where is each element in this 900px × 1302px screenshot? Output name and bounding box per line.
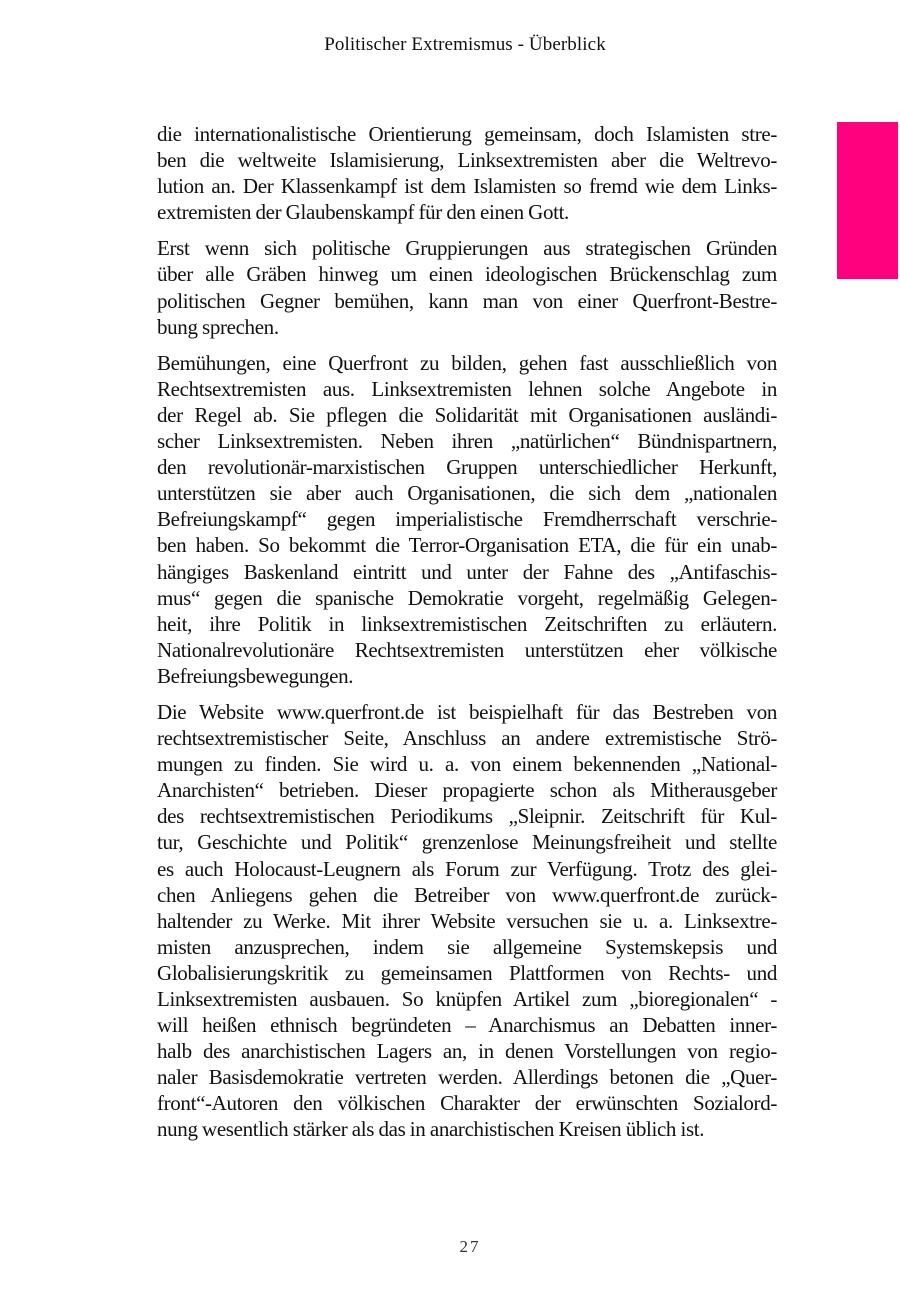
paragraph: [157, 235, 777, 339]
running-header: Politischer Extremismus - Überblick: [324, 34, 606, 55]
text-line: Anarchisten“ betrieben. Dieser propagierte schon als Mitherausgeber: [157, 778, 777, 803]
text-line: Rechtsextremisten aus. Linksextremisten lehnen solche Angebote in: [157, 376, 777, 401]
text-line: heit, ihre Politik in linksextremistischen Zeitschriften zu erläutern.: [157, 611, 777, 636]
text-line: Befreiungskampf“ gegen imperialistische Fremdherrschaft verschrie-: [157, 507, 777, 532]
text-line: Bemühungen, eine Querfront zu bilden, gehen fast ausschließlich von: [157, 350, 777, 375]
text-line: front“-Autoren den völkischen Charakter der erwünschten Sozialord-: [157, 1091, 777, 1116]
text-line: ben haben. So bekommt die Terror-Organisation ETA, die für ein unab-: [157, 533, 777, 558]
text-line: tur, Geschichte und Politik“ grenzenlose Meinungsfreiheit und stellte: [157, 830, 777, 855]
text-line: der Regel ab. Sie pflegen die Solidarität mit Organisationen ausländi-: [157, 402, 777, 427]
text-line: mus“ gegen die spanische Demokratie vorgeht, regelmäßig Gelegen-: [157, 585, 777, 610]
text-line: misten anzusprechen, indem sie allgemeine Systemskepsis und: [157, 934, 777, 959]
text-line: über alle Gräben hinweg um einen ideologischen Brückenschlag zum: [157, 262, 777, 287]
text-line: ben die weltweite Islamisierung, Linksextremisten aber die Weltrevo-: [157, 148, 777, 173]
text-line: scher Linksextremisten. Neben ihren „natürlichen“ Bündnispartnern,: [157, 429, 777, 454]
paragraph: [157, 350, 777, 689]
paragraph: [157, 121, 777, 225]
text-line: mungen zu finden. Sie wird u. a. von einem bekennenden „National-: [157, 752, 777, 777]
body-text: [157, 121, 777, 1153]
page-number: 27: [459, 1237, 481, 1256]
text-line: unterstützen sie aber auch Organisationen, die sich dem „nationalen: [157, 481, 777, 506]
text-line: extremisten der Glaubenskampf für den einen Gott.: [157, 200, 569, 225]
text-line: chen Anliegens gehen die Betreiber von www.querfront.de zurück-: [157, 882, 777, 907]
chapter-color-tab: [837, 122, 898, 279]
paragraph: [157, 699, 777, 1143]
text-line: Linksextremisten ausbauen. So knüpfen Artikel zum „bioregionalen“ -: [157, 987, 777, 1011]
text-line: halb des anarchistischen Lagers an, in denen Vorstellungen von regio-: [157, 1039, 777, 1064]
text-line: hängiges Baskenland eintritt und unter der Fahne des „Antifaschis-: [157, 559, 777, 584]
text-line: lution an. Der Klassenkampf ist dem Islamisten so fremd wie dem Links-: [157, 174, 777, 199]
text-line: will heißen ethnisch begründeten – Anarchismus an Debatten inner-: [157, 1013, 777, 1038]
text-line: nung wesentlich stärker als das in anarchistischen Kreisen üblich ist.: [157, 1117, 705, 1142]
text-line: Nationalrevolutionäre Rechtsextremisten unterstützen eher völkische: [157, 637, 777, 662]
text-line: haltender zu Werke. Mit ihrer Website versuchen sie u. a. Linksextre-: [157, 908, 777, 933]
text-line: naler Basisdemokratie vertreten werden. Allerdings betonen die „Quer-: [157, 1065, 777, 1090]
text-line: Die Website www.querfront.de ist beispielhaft für das Bestreben von: [157, 699, 777, 724]
text-line: den revolutionär-marxistischen Gruppen unterschiedlicher Herkunft,: [157, 455, 777, 480]
text-line: es auch Holocaust-Leugnern als Forum zur Verfügung. Trotz des glei-: [157, 856, 777, 881]
text-line: Erst wenn sich politische Gruppierungen aus strategischen Gründen: [157, 236, 777, 261]
text-line: politischen Gegner bemühen, kann man von einer Querfront-Bestre-: [157, 288, 777, 313]
text-line: rechtsextremistischer Seite, Anschluss an andere extremistische Strö-: [157, 726, 777, 751]
text-line: des rechtsextremistischen Periodikums „Sleipnir. Zeitschrift für Kul-: [157, 804, 777, 829]
text-line: bung sprechen.: [157, 314, 279, 339]
text-line: Globalisierungskritik zu gemeinsamen Plattformen von Rechts- und: [157, 960, 777, 985]
text-line: die internationalistische Orientierung gemeinsam, doch Islamisten stre-: [157, 122, 777, 146]
text-line: Befreiungsbewegungen.: [157, 663, 354, 688]
